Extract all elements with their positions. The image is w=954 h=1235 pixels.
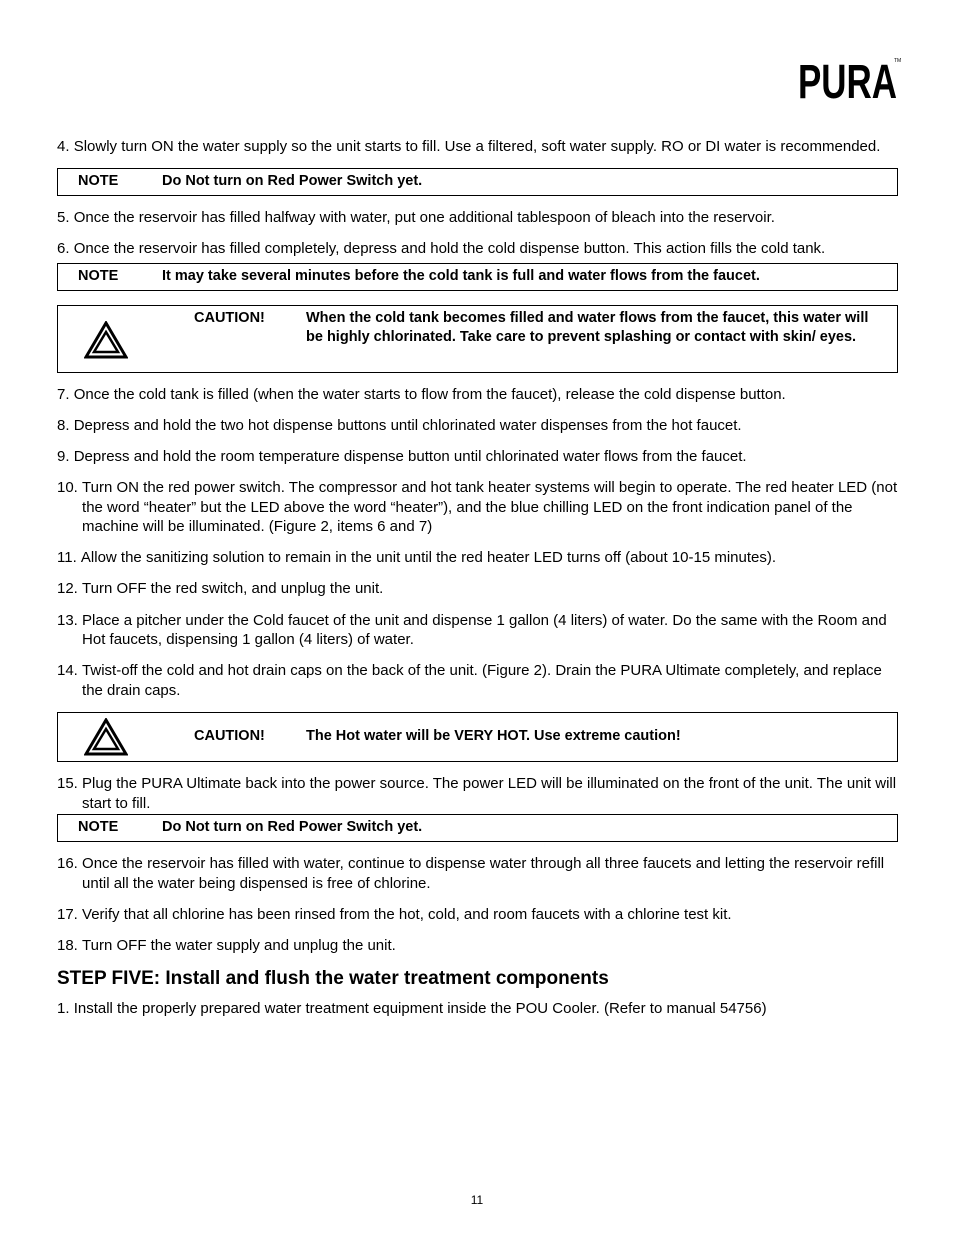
item-text: Plug the PURA Ultimate back into the power source. The power LED will be illuminated on the front of the unit. The unit will start to fill. [82, 774, 897, 812]
item-number: 15. [57, 774, 83, 792]
item-text: Turn OFF the red switch, and unplug the unit. [82, 580, 384, 598]
list-item [57, 447, 898, 467]
caution-label: CAUTION! [194, 309, 265, 326]
list-item [57, 611, 898, 650]
list-item [57, 416, 898, 436]
item-text: Turn ON the red power switch. The compressor and hot tank heater systems will begin to operate. The red heater LED (not the word “heater” but the LED above the word “heater”), and the blue chilling LED on the front indication panel of the machine will be illuminated. (Figure 2, items 6 and 7) [82, 479, 898, 536]
list-item [57, 385, 898, 405]
item-text: Install the properly prepared water treatment equipment inside the POU Cooler. (Refer to manual 54756) [73, 999, 767, 1017]
section-heading: STEP FIVE: Install and flush the water treatment components [57, 967, 609, 989]
caution-box [57, 712, 898, 762]
note-box [57, 168, 898, 196]
list-item [57, 208, 898, 228]
item-number: 7. [57, 385, 74, 403]
list-item [57, 239, 898, 259]
caution-box [57, 305, 898, 373]
list-f [57, 999, 898, 1019]
item-text: Allow the sanitizing solution to remain in the unit until the red heater LED turns off (about 10-15 minutes). [80, 549, 777, 567]
logo-trademark: TM [894, 58, 902, 64]
item-number: 1. [57, 999, 74, 1017]
item-number: 16. [57, 855, 83, 873]
list-e [57, 854, 898, 955]
item-number: 5. [57, 209, 74, 227]
list-d [57, 774, 898, 813]
item-text: Depress and hold the room temperature dispense button until chlorinated water flows from the faucet. [73, 447, 747, 465]
item-number: 11. [57, 549, 81, 567]
note-box [57, 814, 898, 842]
list-item [57, 905, 898, 925]
note-text: Do Not turn on Red Power Switch yet. [162, 173, 423, 190]
item-number: 18. [57, 936, 83, 954]
item-number: 12. [57, 580, 83, 598]
list-item [57, 548, 898, 568]
item-number: 17. [57, 905, 83, 923]
caution-text: When the cold tank becomes filled and water flows from the faucet, this water will be highly chlorinated. Take care to prevent splashing or contact with skin/ eyes. [306, 309, 869, 346]
list-item [57, 137, 898, 157]
item-number: 13. [57, 611, 83, 629]
item-number: 9. [57, 447, 74, 465]
item-number: 8. [57, 416, 74, 434]
item-text: Verify that all chlorine has been rinsed from the hot, cold, and room faucets with a chlorine test kit. [82, 905, 732, 923]
page-number: 11 [470, 1193, 484, 1207]
warning-icon [58, 718, 194, 756]
list-item [57, 661, 898, 700]
list-item [57, 774, 898, 813]
item-text: Twist-off the cold and hot drain caps on the back of the unit. (Figure 2). Drain the PURA Ultimate completely, and replace the drain caps. [82, 662, 882, 699]
logo-text: PURA [798, 56, 897, 102]
list-item [57, 854, 898, 893]
warning-icon [58, 309, 194, 372]
item-number: 6. [57, 240, 74, 258]
item-text: Turn OFF the water supply and unplug the unit. [82, 936, 396, 954]
item-text: Place a pitcher under the Cold faucet of the unit and dispense 1 gallon (4 liters) of water. Do the same with the Room and Hot faucets, dispensing 1 gallon (4 liters) of water. [82, 611, 887, 649]
item-text: Once the reservoir has filled halfway with water, put one additional tablespoon of bleach into the reservoir. [73, 209, 775, 227]
note-text: It may take several minutes before the cold tank is full and water flows from the faucet. [162, 267, 760, 284]
caution-text: The Hot water will be VERY HOT. Use extreme caution! [306, 728, 681, 745]
note-label: NOTE [78, 819, 119, 836]
list-item [57, 936, 898, 956]
item-text: Depress and hold the two hot dispense buttons until chlorinated water dispenses from the hot faucet. [73, 416, 742, 434]
page-content [57, 137, 898, 1030]
item-text: Slowly turn ON the water supply so the unit starts to fill. Use a filtered, soft water supply. RO or DI water is recommended. [73, 138, 881, 155]
list-item [57, 579, 898, 599]
caution-label: CAUTION! [194, 728, 265, 745]
item-number: 4. [57, 138, 74, 155]
note-label: NOTE [78, 173, 119, 190]
item-number: 10. [57, 479, 83, 497]
item-number: 14. [57, 662, 83, 680]
list-item [57, 478, 898, 537]
note-box [57, 263, 898, 291]
list-a [57, 137, 898, 157]
note-text: Do Not turn on Red Power Switch yet. [162, 819, 423, 836]
pura-logo [798, 56, 902, 102]
item-text: Once the reservoir has filled with water, continue to dispense water through all three faucets and letting the reservoir refill until all the water being dispensed is free of chlorine. [82, 855, 885, 892]
list-c [57, 385, 898, 701]
note-label: NOTE [78, 267, 119, 284]
item-text: Once the reservoir has filled completely, depress and hold the cold dispense button. This action fills the cold tank. [73, 240, 826, 258]
list-b [57, 208, 898, 259]
item-text: Once the cold tank is filled (when the water starts to flow from the faucet), release the cold dispense button. [73, 385, 786, 403]
list-item [57, 999, 898, 1019]
